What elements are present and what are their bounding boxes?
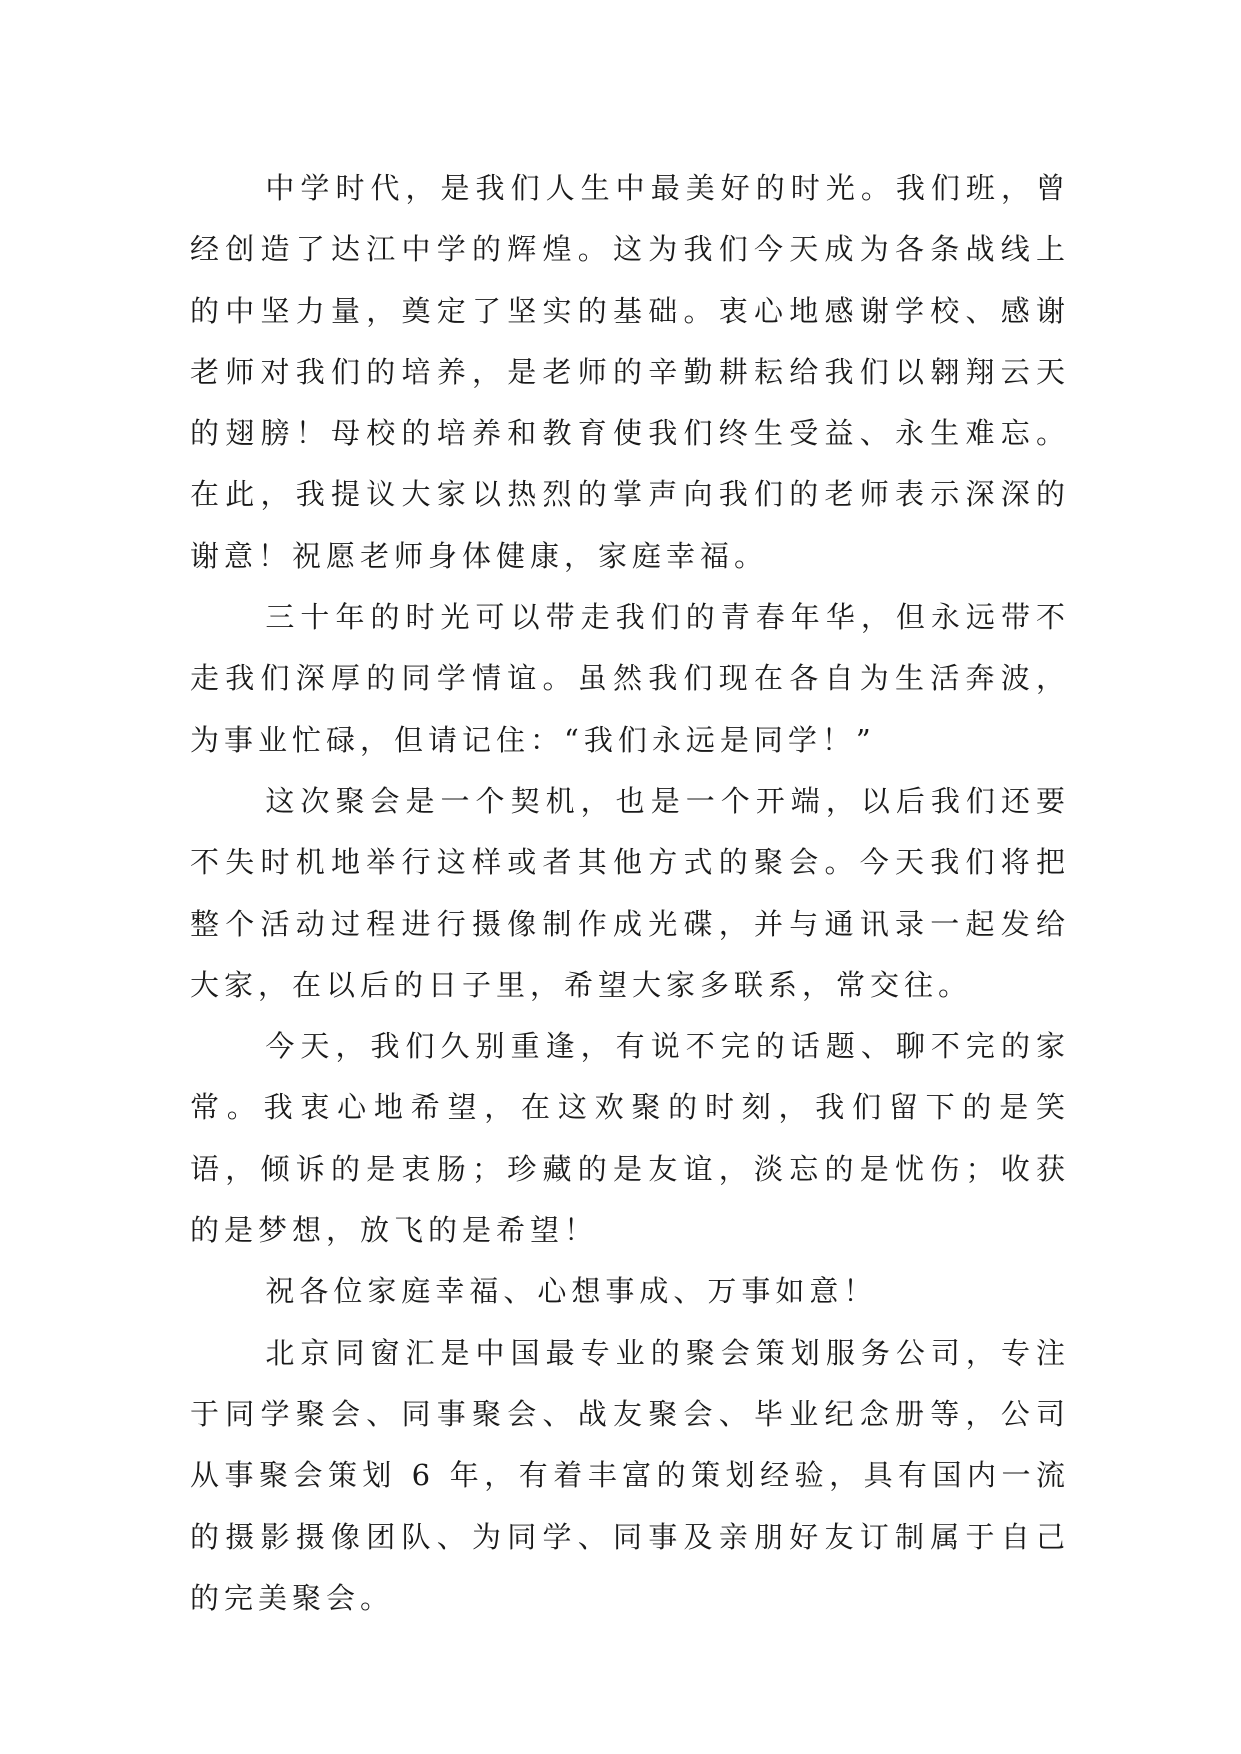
paragraph-6: 北京同窗汇是中国最专业的聚会策划服务公司，专注于同学聚会、同事聚会、战友聚会、毕业纪念册等，公司从事聚会策划 6 年，有着丰富的策划经验，具有国内一流的摄影摄像团队、为同学、同事及亲朋好友订制属于自己的完美聚会。 [190, 1335, 1070, 1615]
paragraph-4: 今天，我们久别重逢，有说不完的话题、聊不完的家常。我衷心地希望，在这欢聚的时刻，我们留下的是笑语，倾诉的是衷肠；珍藏的是友谊，淡忘的是忧伤；收获的是梦想，放飞的是希望！ [190, 1029, 1070, 1248]
paragraph-1: 中学时代，是我们人生中最美好的时光。我们班，曾经创造了达江中学的辉煌。这为我们今天成为各条战线上的中坚力量，奠定了坚实的基础。衷心地感谢学校、感谢老师对我们的培养，是老师的辛勤耕耘给我们以翱翔云天的翅膀！母校的培养和教育使我们终生受益、永生难忘。在此，我提议大家以热烈的掌声向我们的老师表示深深的谢意！祝愿老师身体健康，家庭幸福。 [190, 171, 1070, 573]
document-body [190, 158, 1070, 1629]
paragraph-3: 这次聚会是一个契机，也是一个开端，以后我们还要不失时机地举行这样或者其他方式的聚会。今天我们将把整个活动过程进行摄像制作成光碟，并与通讯录一起发给大家，在以后的日子里，希望大家多联系，常交往。 [190, 783, 1070, 1002]
paragraph-2: 三十年的时光可以带走我们的青春年华，但永远带不走我们深厚的同学情谊。虽然我们现在各自为生活奔波，为事业忙碌，但请记住：“我们永远是同学！” [190, 600, 1070, 757]
paragraph-5: 祝各位家庭幸福、心想事成、万事如意！ [265, 1274, 878, 1309]
